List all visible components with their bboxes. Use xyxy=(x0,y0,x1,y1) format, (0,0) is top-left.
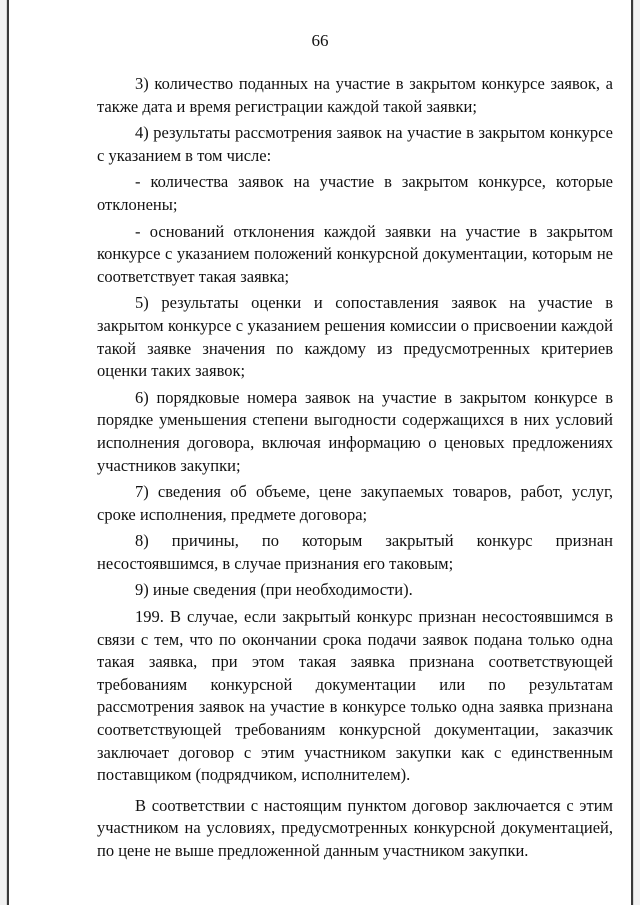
paragraph-subitem-rejection-grounds: - оснований отклонения каждой заявки на участие в закрытом конкурсе с указанием положений конкурсной документации, которым не соответствует такая заявка; xyxy=(97,221,613,286)
scan-edge-left xyxy=(7,0,9,905)
paragraph-item-8: 8) причины, по которым закрытый конкурс признан несостоявшимся, в случае признания его таковым; xyxy=(97,531,613,573)
paragraph-item-4: 4) результаты рассмотрения заявок на участие в закрытом конкурсе с указанием в том числе: xyxy=(97,123,613,165)
page-number: 66 xyxy=(311,31,329,50)
paragraph-item-9: 9) иные сведения (при необходимости). xyxy=(135,580,413,600)
document-body xyxy=(97,73,613,867)
paragraph-item-3: 3) количество поданных на участие в закрытом конкурсе заявок, а также дата и время регистрации каждой такой заявки; xyxy=(97,74,613,116)
paragraph-clause-199: 199. В случае, если закрытый конкурс признан несостоявшимся в связи с тем, что по окончании срока подачи заявок подана только одна такая заявка, при этом такая заявка признана соответствующей требованиям конкурсной документации или по результатам рассмотрения заявок на участие в конкурсе только одна заявка признана соответствующей требованиям конкурсной документации, заказчик заключает договор с этим участником закупки как с единственным поставщиком (подрядчиком, исполнителем). xyxy=(97,607,613,785)
paragraph-subitem-rejected-count: - количества заявок на участие в закрытом конкурсе, которые отклонены; xyxy=(97,172,613,214)
paragraph-item-5: 5) результаты оценки и сопоставления заявок на участие в закрытом конкурсе с указанием решения комиссии о присвоении каждой такой заявке значения по каждому из предусмотренных критериев оценки таких заявок; xyxy=(97,293,613,381)
paragraph-clause-199-continuation: В соответствии с настоящим пунктом договор заключается с этим участником на условиях, предусмотренных конкурсной документацией, по цене не выше предложенной данным участником закупки. xyxy=(97,795,613,860)
paragraph-item-6: 6) порядковые номера заявок на участие в закрытом конкурсе в порядке уменьшения степени выгодности содержащихся в них условий исполнения договора, включая информацию о ценовых предложениях участников закупки; xyxy=(97,387,613,475)
paragraph-item-7: 7) сведения об объеме, цене закупаемых товаров, работ, услуг, сроке исполнения, предмете договора; xyxy=(97,482,613,524)
document-page xyxy=(6,0,634,905)
scan-edge-right xyxy=(631,0,633,905)
